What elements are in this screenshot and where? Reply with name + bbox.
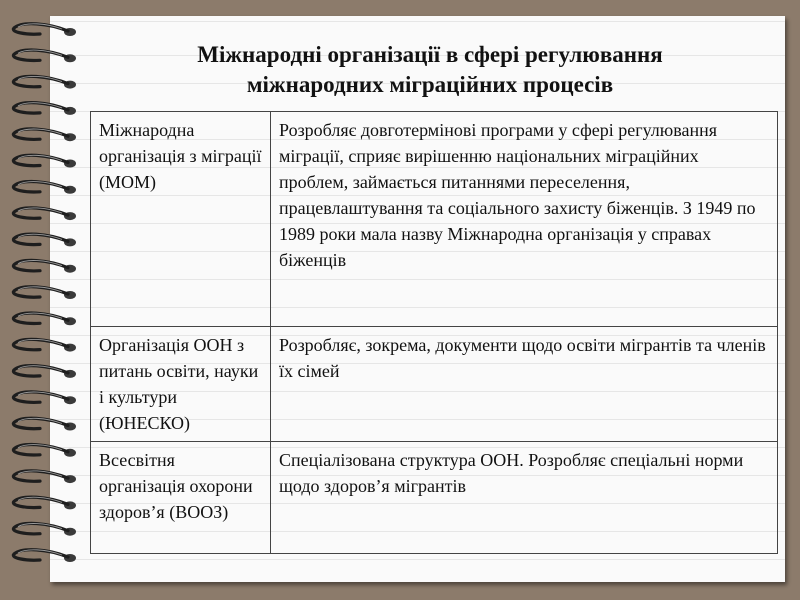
spiral-ring: [13, 129, 76, 141]
spiral-ring: [13, 155, 76, 167]
title-line-1: Міжнародні організації в сфері регулювання: [197, 42, 663, 67]
spiral-binding-icon: [0, 0, 100, 600]
title-line-2: міжнародних міграційних процесів: [246, 72, 614, 97]
spiral-ring: [13, 24, 76, 36]
spiral-ring: [13, 339, 76, 351]
table-row: [91, 442, 778, 554]
spiral-ring: [13, 392, 76, 404]
spiral-ring: [13, 103, 76, 115]
spiral-ring: [13, 208, 76, 220]
org-name-cell: Міжнародна організація з міграції (МОМ): [91, 112, 271, 327]
spiral-ring: [13, 445, 76, 457]
spiral-ring: [13, 260, 76, 272]
slide-title: [150, 40, 710, 100]
org-description-cell: Спеціалізована структура ООН. Розробляє спеціальні норми щодо здоров’я мігрантів: [271, 442, 778, 554]
spiral-ring: [13, 287, 76, 299]
spiral-ring: [13, 471, 76, 483]
org-name-cell: Всесвітня організація охорони здоров’я (ВООЗ): [91, 442, 271, 554]
spiral-ring: [13, 550, 76, 562]
table-row: [91, 327, 778, 442]
spiral-ring: [13, 418, 76, 430]
spiral-ring: [13, 50, 76, 62]
spiral-ring: [13, 76, 76, 88]
org-description-cell: Розробляє, зокрема, документи щодо освіти мігрантів та членів їх сімей: [271, 327, 778, 442]
spiral-ring: [13, 313, 76, 325]
spiral-ring: [13, 234, 76, 246]
spiral-ring: [13, 523, 76, 535]
org-name-cell: Організація ООН з питань освіти, науки і культури (ЮНЕСКО): [91, 327, 271, 442]
spiral-ring: [13, 182, 76, 194]
organizations-table: [90, 111, 778, 554]
spiral-ring: [13, 497, 76, 509]
org-description-cell: Розробляє довготермінові програми у сфері регулювання міграції, сприяє вирішенню національних міграційних проблем, займається питаннями переселення, працевлаштування та соціального захисту біженців. З 1949 по 1989 роки мала назву Міжнародна організація у справах біженців: [271, 112, 778, 327]
spiral-ring: [13, 366, 76, 378]
table-row: [91, 112, 778, 327]
